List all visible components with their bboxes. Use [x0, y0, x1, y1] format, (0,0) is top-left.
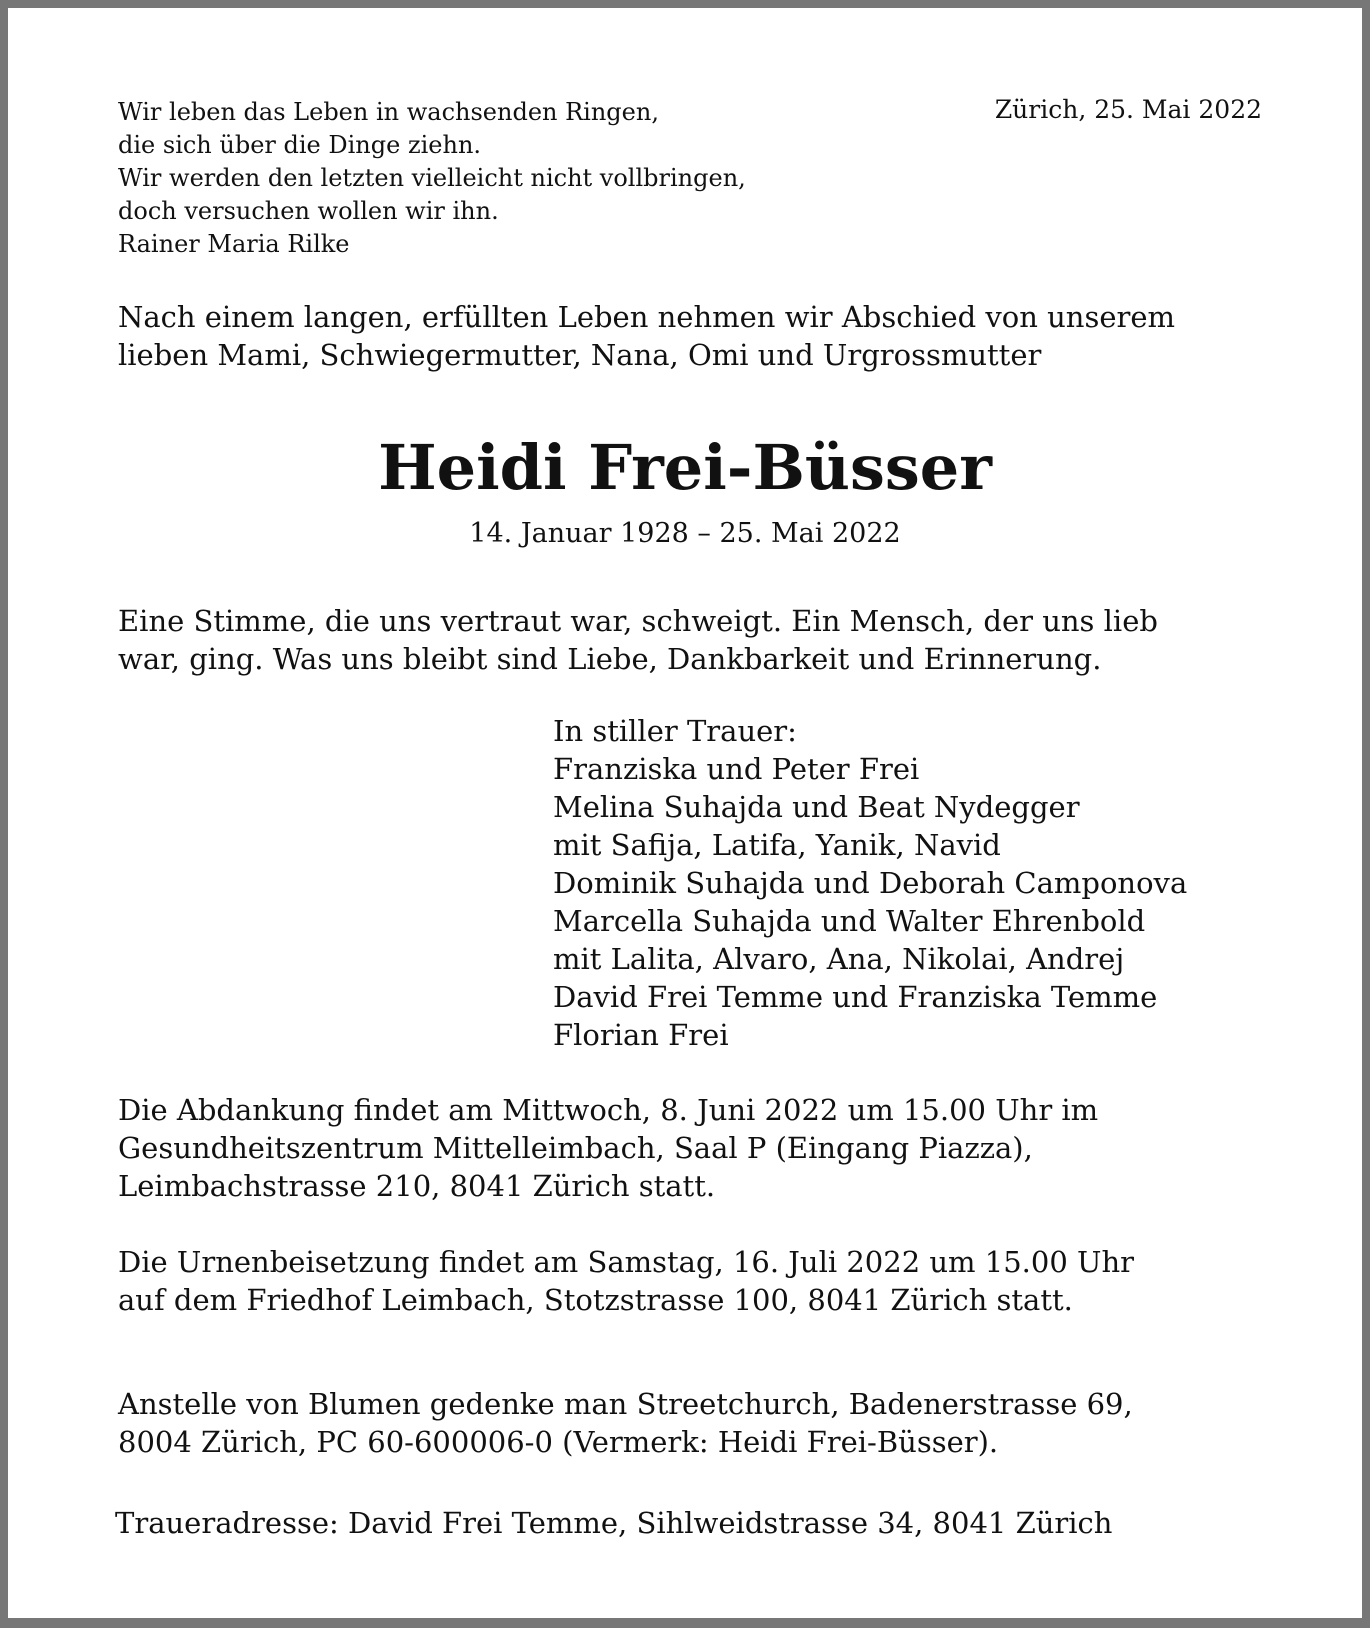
service-line: Die Abdankung findet am Mittwoch, 8. Juni 2022 um 15.00 Uhr im: [118, 1093, 1099, 1127]
quote-line: war, ging. Was uns bleibt sind Liebe, Dankbarkeit und Erinnerung.: [118, 642, 1102, 676]
burial-line: auf dem Friedhof Leimbach, Stotzstrasse 100, 8041 Zürich statt.: [118, 1283, 1073, 1317]
service-line: Gesundheitszentrum Mittelleimbach, Saal P (Eingang Piazza),: [118, 1131, 1033, 1165]
intro: [118, 298, 1175, 374]
service-line: Leimbachstrasse 210, 8041 Zürich statt.: [118, 1169, 716, 1203]
donation-info: [118, 1385, 1133, 1461]
deceased-name: Heidi Frei-Büsser: [378, 431, 992, 504]
obituary-page: [8, 8, 1362, 1618]
service-info: [118, 1091, 1098, 1205]
mourning-address: Traueradresse: David Frei Temme, Sihlweidstrasse 34, 8041 Zürich: [115, 1506, 1113, 1540]
intro-line: Nach einem langen, erfüllten Leben nehmen wir Abschied von unserem: [118, 300, 1176, 334]
mourner: Melina Suhajda und Beat Nydegger: [553, 790, 1080, 824]
intro-line: lieben Mami, Schwiegermutter, Nana, Omi und Urgrossmutter: [118, 338, 1042, 372]
poem: [118, 96, 746, 261]
burial-line: Die Urnenbeisetzung findet am Samstag, 16. Juli 2022 um 15.00 Uhr: [118, 1245, 1134, 1279]
mourner: mit Lalita, Alvaro, Ana, Nikolai, Andrej: [553, 942, 1125, 976]
quote: [118, 602, 1158, 678]
place-date: Zürich, 25. Mai 2022: [994, 95, 1262, 124]
poem-line: Wir werden den letzten vielleicht nicht vollbringen,: [118, 164, 746, 192]
mourner: David Frei Temme und Franziska Temme: [553, 980, 1158, 1014]
burial-info: [118, 1243, 1134, 1319]
mourners-list: [553, 712, 1187, 1054]
mourner: Dominik Suhajda und Deborah Camponova: [553, 866, 1188, 900]
poem-line: Wir leben das Leben in wachsenden Ringen,: [118, 98, 659, 126]
quote-line: Eine Stimme, die uns vertraut war, schweigt. Ein Mensch, der uns lieb: [118, 604, 1158, 638]
life-dates: 14. Januar 1928 – 25. Mai 2022: [469, 518, 901, 549]
poem-line: die sich über die Dinge ziehn.: [118, 131, 482, 159]
donation-line: 8004 Zürich, PC 60-600006-0 (Vermerk: Heidi Frei-Büsser).: [118, 1425, 999, 1459]
mourner: mit Safija, Latifa, Yanik, Navid: [553, 828, 1001, 862]
mourner: Florian Frei: [553, 1018, 729, 1052]
poem-author: Rainer Maria Rilke: [118, 230, 350, 258]
mourner: Franziska und Peter Frei: [553, 752, 920, 786]
mourners-heading: In stiller Trauer:: [553, 714, 797, 748]
mourner: Marcella Suhajda und Walter Ehrenbold: [553, 904, 1146, 938]
poem-line: doch versuchen wollen wir ihn.: [118, 197, 499, 225]
donation-line: Anstelle von Blumen gedenke man Streetchurch, Badenerstrasse 69,: [118, 1387, 1133, 1421]
